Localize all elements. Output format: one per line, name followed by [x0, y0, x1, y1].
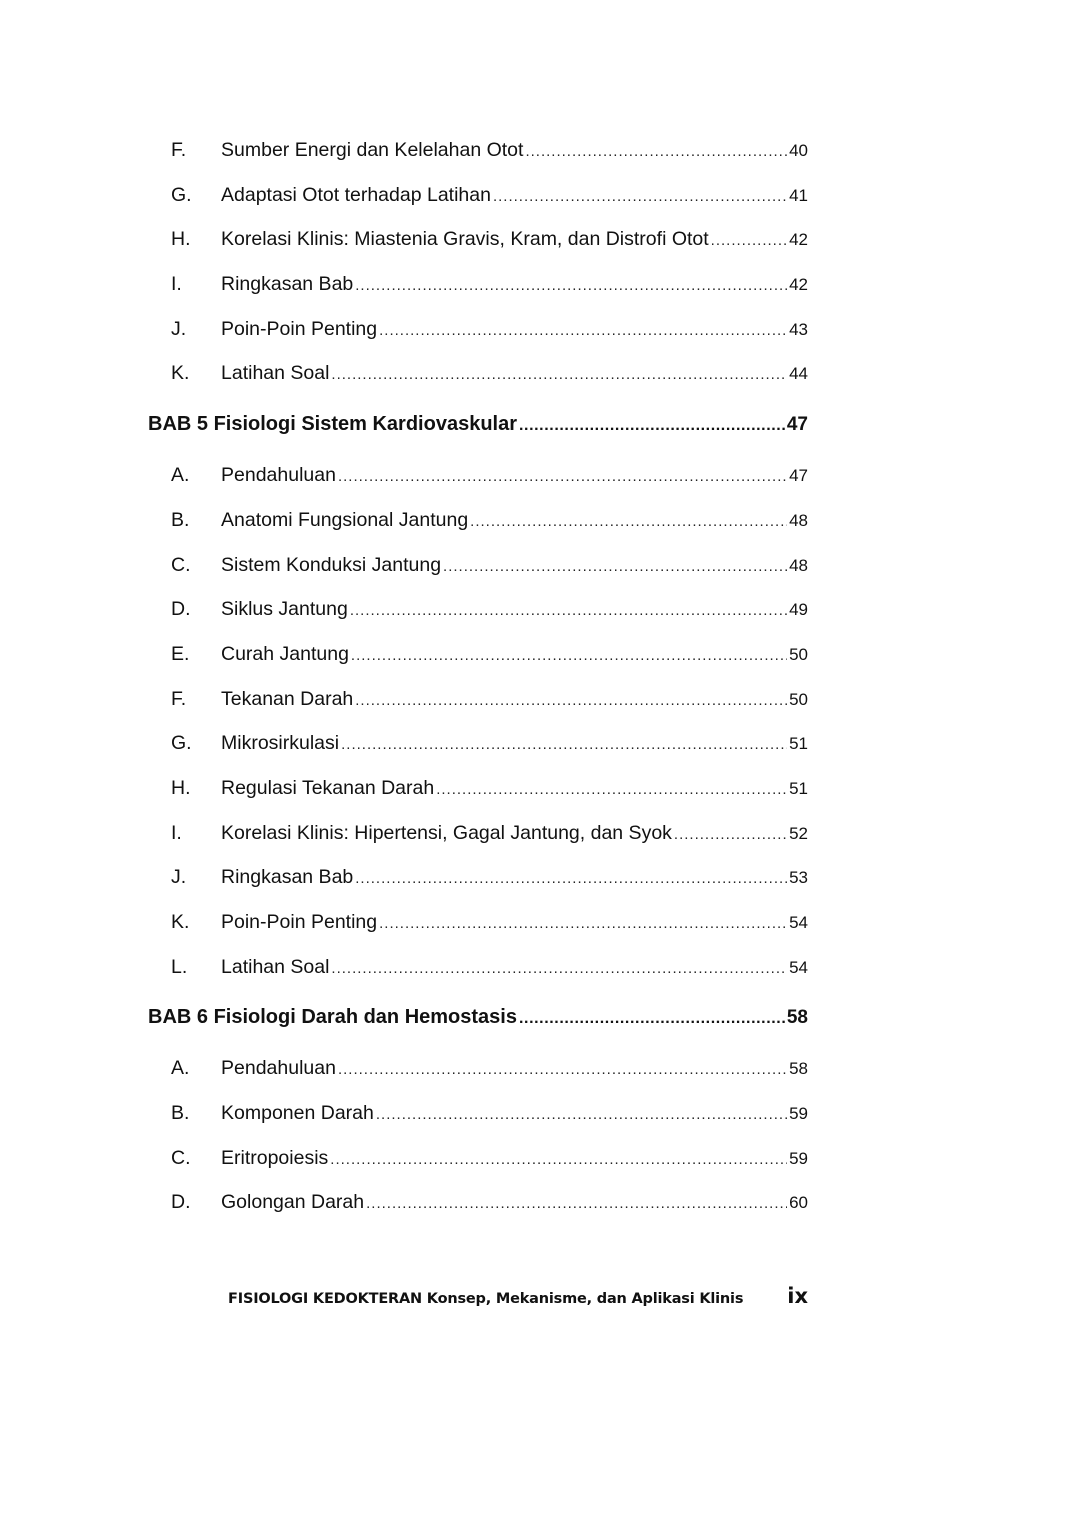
toc-entry-title: Eritropoiesis — [221, 1146, 329, 1169]
toc-entry-title: Curah Jantung — [221, 642, 349, 665]
dot-leader — [711, 219, 787, 264]
table-of-contents — [148, 128, 808, 1225]
toc-entry-letter: A. — [171, 464, 190, 487]
toc-entry[interactable] — [148, 543, 808, 588]
dot-leader — [379, 309, 787, 354]
dot-leader — [376, 1093, 787, 1138]
toc-entry[interactable] — [148, 351, 808, 396]
toc-entry-title: Golongan Darah — [221, 1191, 365, 1214]
toc-entry[interactable] — [148, 173, 808, 218]
dot-leader — [351, 634, 787, 679]
toc-entry-title: Pendahuluan — [221, 1057, 336, 1080]
toc-entry-page: 48 — [789, 555, 808, 575]
toc-entry-title: Regulasi Tekanan Darah — [221, 776, 435, 799]
toc-entry-letter: G. — [171, 183, 192, 206]
toc-entry[interactable] — [148, 307, 808, 352]
toc-entry-letter: B. — [171, 508, 190, 531]
toc-entry-letter: J. — [171, 317, 187, 340]
toc-entry-page: 44 — [789, 364, 808, 384]
toc-entry-letter: H. — [171, 776, 191, 799]
toc-entry-title: Pendahuluan — [221, 464, 336, 487]
dot-leader — [355, 264, 787, 309]
toc-entry-title: Anatomi Fungsional Jantung — [221, 508, 469, 531]
toc-entry-title: Mikrosirkulasi — [221, 732, 340, 755]
toc-entry-page: 58 — [789, 1059, 808, 1079]
dot-leader — [674, 813, 787, 858]
toc-entry-page: 50 — [789, 689, 808, 709]
dot-leader — [355, 857, 787, 902]
toc-entry-page: 41 — [789, 185, 808, 205]
toc-chapter-heading[interactable] — [148, 396, 808, 453]
chapter-page: 58 — [786, 1007, 808, 1029]
dot-leader — [330, 1138, 787, 1183]
toc-entry[interactable] — [148, 900, 808, 945]
toc-entry[interactable] — [148, 1136, 808, 1181]
toc-entry[interactable] — [148, 453, 808, 498]
dot-leader — [366, 1182, 787, 1227]
toc-chapter-heading[interactable] — [148, 989, 808, 1046]
toc-entry-page: 49 — [789, 600, 808, 620]
toc-entry-page: 47 — [789, 466, 808, 486]
toc-entry-page: 59 — [789, 1148, 808, 1168]
page-footer — [148, 1284, 808, 1308]
toc-entry-page: 42 — [789, 275, 808, 295]
toc-entry-title: Korelasi Klinis: Hipertensi, Gagal Jantung, dan Syok — [221, 821, 672, 844]
toc-entry-letter: D. — [171, 598, 191, 621]
footer-page-number: ix — [787, 1284, 808, 1308]
toc-entry[interactable] — [148, 1046, 808, 1091]
toc-entry-letter: K. — [171, 911, 190, 933]
toc-entry-letter: F. — [171, 687, 187, 710]
footer-book-title: FISIOLOGI KEDOKTERAN Konsep, Mekanisme, dan Aplikasi Klinis — [228, 1291, 744, 1307]
dot-leader — [341, 723, 787, 768]
toc-entry-title: Sistem Konduksi Jantung — [221, 553, 442, 576]
toc-entry-page: 43 — [789, 319, 808, 339]
toc-entry-page: 54 — [789, 913, 808, 932]
toc-entry-page: 42 — [789, 230, 808, 250]
toc-entry-title: Latihan Soal — [221, 362, 330, 385]
toc-entry-title: Komponen Darah — [221, 1102, 374, 1125]
toc-entry-letter: I. — [171, 273, 182, 296]
toc-entry-page: 40 — [789, 141, 808, 160]
toc-entry-letter: C. — [171, 1146, 191, 1169]
toc-entry-title: Poin-Poin Penting — [221, 317, 378, 340]
toc-entry-letter: E. — [171, 642, 190, 665]
toc-entry-title: Ringkasan Bab — [221, 866, 354, 889]
toc-entry-title: Sumber Energi dan Kelelahan Otot — [221, 139, 524, 161]
dot-leader — [350, 589, 787, 634]
toc-entry-page: 53 — [789, 868, 808, 888]
toc-entry-title: Ringkasan Bab — [221, 273, 354, 296]
toc-entry-page: 60 — [789, 1193, 808, 1213]
chapter-title: BAB 6 Fisiologi Darah dan Hemostasis — [148, 1006, 517, 1029]
toc-entry[interactable] — [148, 587, 808, 632]
dot-leader — [355, 679, 787, 724]
toc-entry[interactable] — [148, 721, 808, 766]
toc-entry-letter: A. — [171, 1057, 190, 1080]
toc-entry-title: Siklus Jantung — [221, 598, 348, 621]
toc-entry-page: 59 — [789, 1104, 808, 1124]
toc-entry[interactable] — [148, 855, 808, 900]
toc-entry-letter: B. — [171, 1102, 190, 1125]
toc-entry-title: Korelasi Klinis: Miastenia Gravis, Kram, dan Distrofi Otot — [221, 228, 709, 251]
chapter-title: BAB 5 Fisiologi Sistem Kardiovaskular — [148, 413, 517, 436]
toc-entry[interactable] — [148, 262, 808, 307]
toc-entry-letter: C. — [171, 553, 191, 576]
toc-entry-letter: D. — [171, 1191, 191, 1214]
toc-entry[interactable] — [148, 811, 808, 856]
toc-entry-title: Tekanan Darah — [221, 687, 354, 710]
dot-leader — [331, 947, 787, 992]
toc-entry-page: 54 — [789, 957, 808, 977]
toc-entry-letter: K. — [171, 362, 190, 385]
toc-entry-letter: J. — [171, 866, 187, 889]
dot-leader — [525, 130, 787, 175]
toc-entry-page: 52 — [789, 823, 808, 843]
toc-entry-page: 48 — [789, 510, 808, 530]
dot-leader — [519, 991, 785, 1047]
toc-entry-title: Adaptasi Otot terhadap Latihan — [221, 183, 491, 206]
toc-entry-letter: L. — [171, 955, 188, 978]
toc-entry[interactable] — [148, 677, 808, 722]
dot-leader — [338, 455, 787, 500]
toc-entry-letter: G. — [171, 732, 192, 755]
toc-entry[interactable] — [148, 632, 808, 677]
dot-leader — [338, 1048, 787, 1093]
toc-entry-letter: I. — [171, 821, 182, 844]
toc-entry-page: 51 — [789, 734, 808, 754]
toc-entry[interactable] — [148, 1091, 808, 1136]
toc-entry-letter: H. — [171, 228, 191, 251]
dot-leader — [436, 768, 787, 813]
dot-leader — [443, 545, 787, 590]
toc-entry[interactable] — [148, 498, 808, 543]
toc-entry-page: 51 — [789, 778, 808, 798]
toc-entry-page: 50 — [789, 644, 808, 664]
dot-leader — [470, 500, 787, 545]
dot-leader — [379, 902, 787, 947]
dot-leader — [519, 398, 785, 454]
toc-entry[interactable] — [148, 945, 808, 990]
toc-entry[interactable] — [148, 128, 808, 173]
toc-entry-title: Poin-Poin Penting — [221, 911, 378, 933]
toc-entry[interactable] — [148, 766, 808, 811]
dot-leader — [493, 175, 787, 220]
toc-entry-letter: F. — [171, 139, 187, 161]
chapter-page: 47 — [786, 414, 808, 436]
toc-entry-title: Latihan Soal — [221, 955, 330, 978]
toc-entry[interactable] — [148, 1180, 808, 1225]
dot-leader — [331, 353, 787, 398]
toc-entry[interactable] — [148, 217, 808, 262]
